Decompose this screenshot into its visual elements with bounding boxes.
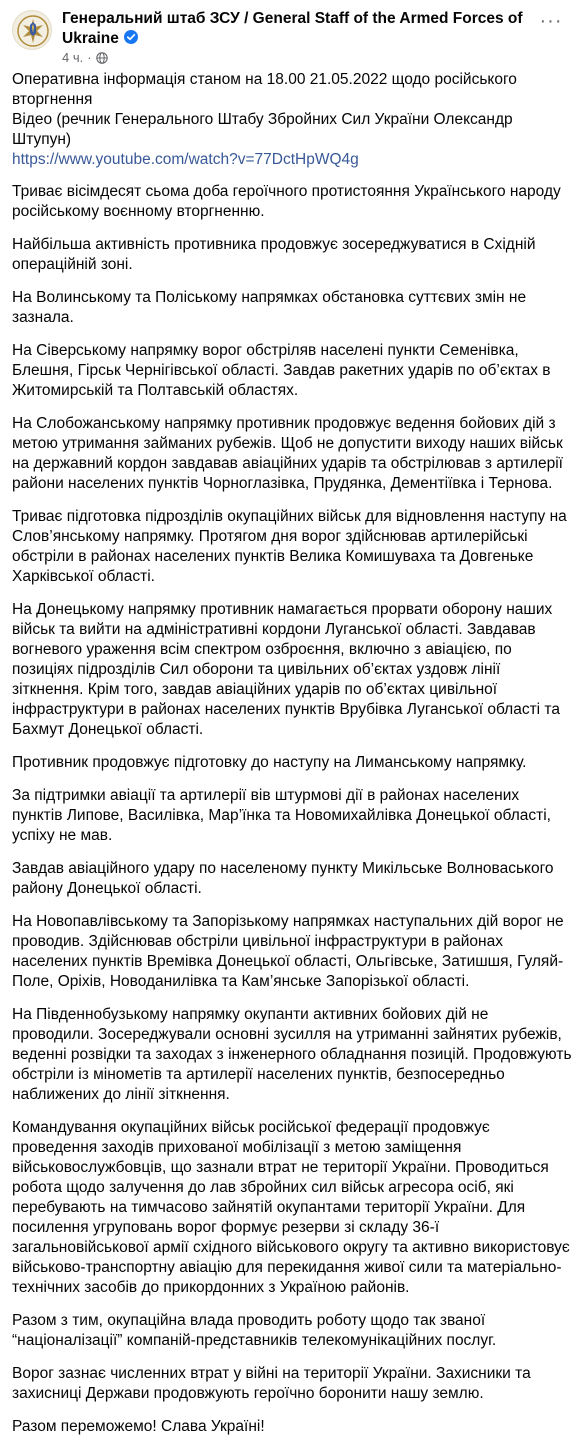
avatar[interactable]: [12, 10, 52, 50]
post-paragraph: Триває вісімдесят сьома доба героїчного протистояння Українського народу російському воєнному вторгненню.: [12, 183, 561, 220]
post-paragraph: Завдав авіаційного удару по населеному пункту Микільське Волноваського району Донецької області.: [12, 860, 554, 897]
more-options-icon: ···: [539, 10, 563, 32]
post-paragraph: На Донецькому напрямку противник намагається прорвати оборону наших військ та вийти на адміністративні кордони Луганської області. Завдавав вогневого ураження всім спектром озброєння, включно з авіацією, по позиціях підрозділів Сил оборони та цивільних об’єктах уздовж лінії зіткнення. Крім того, завдав авіаційних ударів по об’єктах цивільної інфраструктури в районах населених пунктів Врубівка Луганської області та Бахмут Донецької області.: [12, 601, 560, 738]
post-paragraph: Противник продовжує підготовку до наступу на Лиманському напрямку.: [12, 754, 527, 771]
more-options-button[interactable]: [535, 10, 567, 34]
post-paragraph: За підтримки авіації та артилерії вів штурмові дії в районах населених пунктів Липове, Василівка, Мар’їнка та Новомихайлівка Донецької області, успіху не мав.: [12, 787, 551, 844]
post-meta: [62, 50, 108, 66]
post-paragraph: На Слобожанському напрямку противник продовжує ведення бойових дій з метою утримання займаних рубежів. Щоб не допустити виходу наших військ на державний кордон завдавав авіаційних ударів та обстрілював з артилерії райони населених пунктів Чорноглазівка, Прудянка, Дементіївка і Тернова.: [12, 415, 563, 492]
post-paragraph: На Південнобузькому напрямку окупанти активних бойових дій не проводили. Зосереджували основні зусилля на утриманні зайнятих рубежів, веденні розвідки та заходах з інженерного обладнання позицій. Продовжують обстріли із мінометів та артилерії населених пунктів, безпосередньо наближених до лінії зіткнення.: [12, 1006, 572, 1103]
post-paragraph-closing: Разом переможемо! Слава Україні!: [12, 1418, 265, 1435]
video-link[interactable]: https://www.youtube.com/watch?v=77DctHpWQ4g: [12, 151, 359, 168]
post-paragraph: На Новопавлівському та Запорізькому напрямках наступальних дій ворог не проводив. Здійснював обстріли цивільної інфраструктури в районах населених пунктів Времівка Донецької області, Ольгівське, Затишшя, Гуляй-Поле, Оріхів, Новоданилівка та Кам’янське Запорізької області.: [12, 913, 564, 990]
globe-icon: [96, 52, 108, 64]
post-paragraph: Триває підготовка підрозділів окупаційних військ для відновлення наступу на Слов’янському напрямку. Протягом дня ворог здійснював артилерійські обстріли в районах населених пунктів Велика Комишуваха та Довгеньке Харківської області.: [12, 508, 567, 585]
post-paragraph: Ворог зазнає численних втрат у війні на території України. Захисники та захисниці Держави продовжують героїчно боронити нашу землю.: [12, 1365, 531, 1402]
post-paragraph: На Волинському та Поліському напрямках обстановка суттєвих змін не зазнала.: [12, 289, 527, 326]
intro-headline: Оперативна інформація станом на 18.00 21.05.2022 щодо російського вторгнення: [12, 71, 517, 108]
post-timestamp[interactable]: 4 ч.: [62, 50, 84, 65]
post-paragraph: Командування окупаційних військ російської федерації продовжує проведення заходів прихованої мобілізації з метою заміщення військовослужбовців, що зазнали втрат не території України. Проводиться робота щодо залучення до лав збройних сил військ агресора осіб, які перебувають на тимчасово зайнятій окупантами території України. Для посилення угруповань ворог формує резерви зі складу 36-ї загальновійськової армії східного військового округу та активно використовує військово-транспортну авіацію для перекидання живої сили та матеріально-технічних засобів до прикордонних з Україною районів.: [12, 1119, 570, 1296]
verified-badge-icon: [124, 30, 138, 44]
post-paragraph: Найбільша активність противника продовжує зосереджуватися в Східній операційній зоні.: [12, 236, 536, 273]
emblem-avatar-icon: [13, 11, 52, 50]
meta-separator: ·: [87, 50, 92, 65]
post-header: [0, 0, 581, 68]
post-body: [12, 70, 572, 1450]
author-name[interactable]: [62, 9, 532, 49]
author-name-text[interactable]: Генеральний штаб ЗСУ / General Staff of the Armed Forces of Ukraine: [62, 10, 523, 47]
post-intro: [12, 70, 572, 170]
post-paragraph: Разом з тим, окупаційна влада проводить роботу щодо так званої “націоналізації” компаній-представників телекомунікаційних послуг.: [12, 1312, 497, 1349]
intro-video-credit: Відео (речник Генерального Штабу Збройних Сил України Олександр Штупун): [12, 111, 513, 148]
post-paragraph: На Сіверському напрямку ворог обстріляв населені пункти Семенівка, Блешня, Гірськ Чернігівської області. Завдав ракетних ударів по об’єктах в Житомирській та Полтавській областях.: [12, 342, 551, 399]
